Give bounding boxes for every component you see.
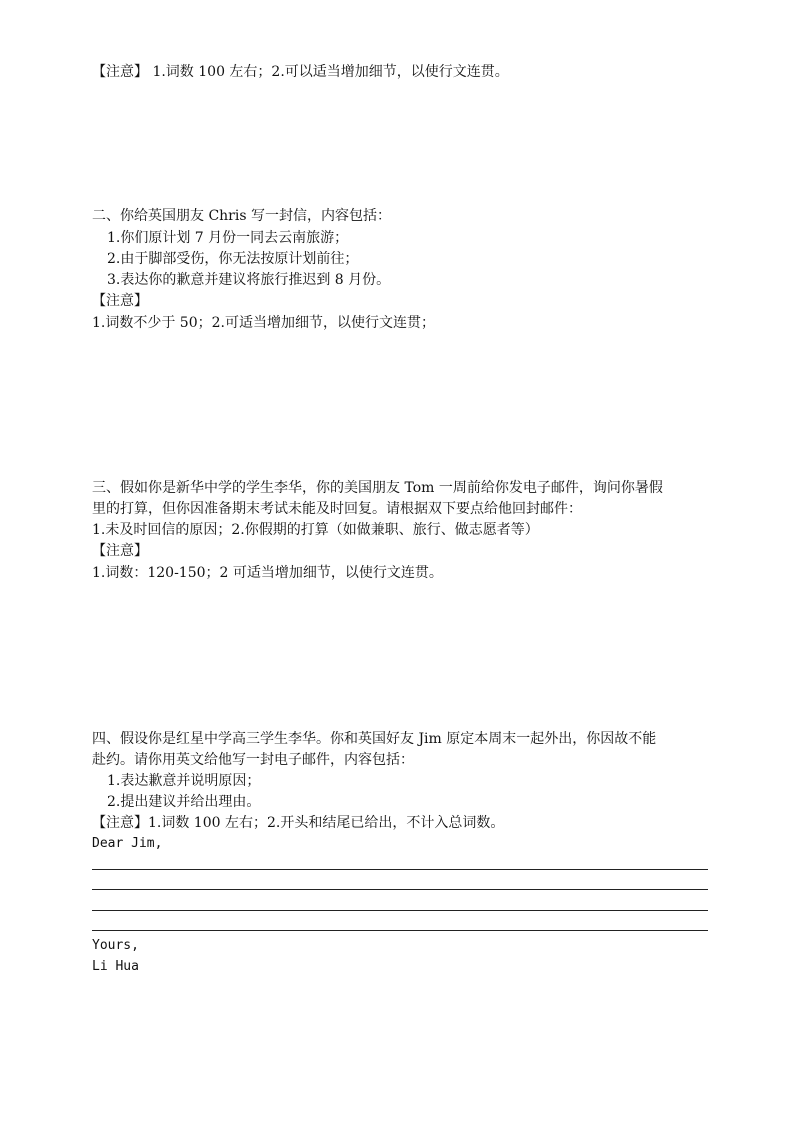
- letter-closing: Yours,: [92, 938, 139, 953]
- section4-point-2: 2.提出建议并给出理由。: [107, 794, 261, 810]
- section3-note-heading: 【注意】: [92, 543, 148, 559]
- section2-point-1: 1.你们原计划 7 月份一同去云南旅游；: [107, 230, 349, 246]
- letter-greeting: Dear Jim,: [92, 836, 163, 851]
- section2-title: 二、你给英国朋友 Chris 写一封信，内容包括：: [92, 208, 391, 224]
- section4-title-line2: 赴约。请你用英文给他写一封电子邮件，内容包括：: [92, 752, 414, 768]
- section1-note: 【注意】 1.词数 100 左右；2.可以适当增加细节，以使行文连贯。: [92, 64, 509, 80]
- writing-line-3[interactable]: [92, 910, 708, 911]
- writing-line-4[interactable]: [92, 930, 708, 931]
- section4-point-1: 1.表达歉意并说明原因；: [107, 773, 261, 789]
- section4-title-line1: 四、假设你是红星中学高三学生李华。你和英国好友 Jim 原定本周末一起外出，你因故不能: [92, 731, 657, 747]
- section2-note: 1.词数不少于 50；2.可适当增加细节，以使行文连贯；: [92, 315, 435, 331]
- section3-points: 1.未及时回信的原因；2.你假期的打算（如做兼职、旅行、做志愿者等）: [92, 522, 539, 538]
- section4-note: 【注意】1.词数 100 左右；2.开头和结尾已给出，不计入总词数。: [92, 815, 505, 831]
- section3-title-line2: 里的打算，但你因准备期末考试未能及时回复。请根据双下要点给他回封邮件：: [92, 501, 582, 517]
- letter-signature: Li Hua: [92, 959, 139, 974]
- section2-point-3: 3.表达你的歉意并建议将旅行推迟到 8 月份。: [107, 272, 391, 288]
- section2-point-2: 2.由于脚部受伤，你无法按原计划前往；: [107, 251, 359, 267]
- writing-line-1[interactable]: [92, 869, 708, 870]
- section2-note-heading: 【注意】: [92, 293, 148, 309]
- section3-note: 1.词数：120-150；2 可适当增加细节，以使行文连贯。: [92, 565, 443, 581]
- section3-title-line1: 三、假如你是新华中学的学生李华，你的美国朋友 Tom 一周前给你发电子邮件，询问你暑假: [92, 480, 663, 496]
- writing-line-2[interactable]: [92, 889, 708, 890]
